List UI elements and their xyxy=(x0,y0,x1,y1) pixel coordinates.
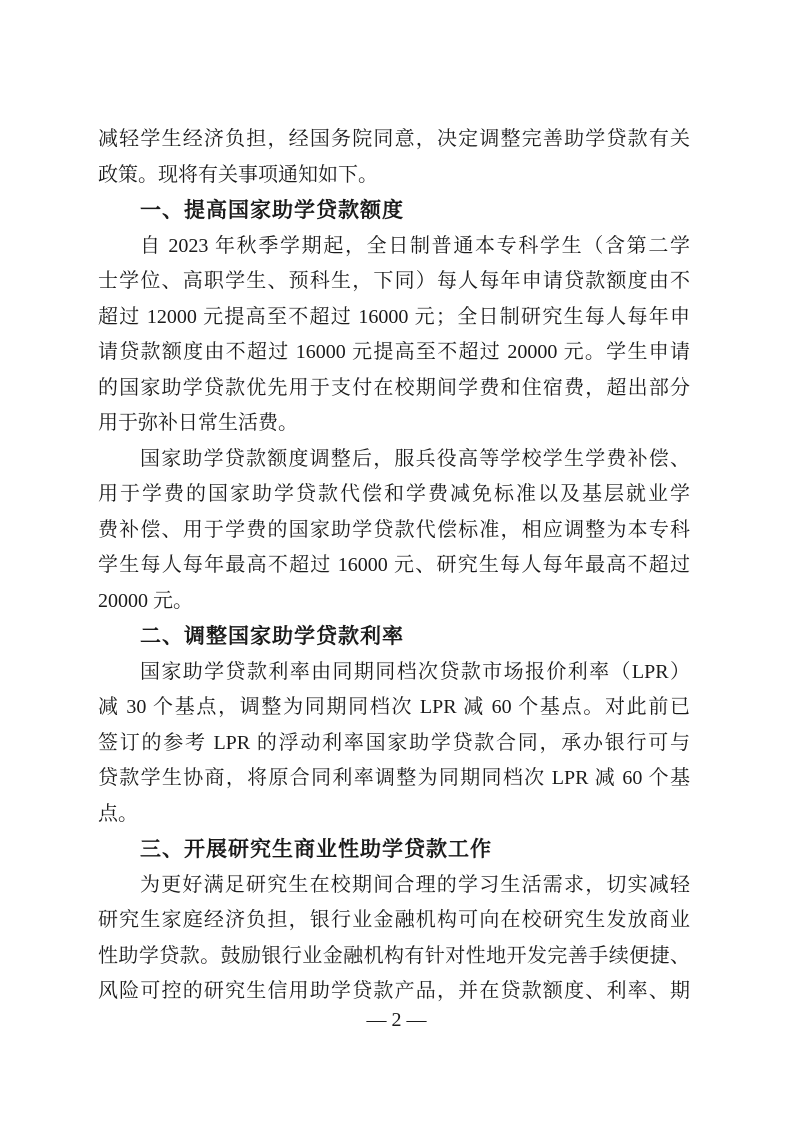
document-line: 签订的参考 LPR 的浮动利率国家助学贷款合同，承办银行可与 xyxy=(98,731,690,754)
section-heading: 一、提高国家助学贷款额度 xyxy=(140,199,404,222)
document-line: 请贷款额度由不超过 16000 元提高至不超过 20000 元。学生申请 xyxy=(98,341,690,363)
document-line: 风险可控的研究生信用助学贷款产品，并在贷款额度、利率、期 xyxy=(98,980,690,1002)
document-line: 自 2023 年秋季学期起，全日制普通本专科学生（含第二学 xyxy=(140,234,690,257)
document-line: 减 30 个基点，调整为同期同档次 LPR 减 60 个基点。对此前已 xyxy=(98,696,690,718)
document-line: 国家助学贷款利率由同期同档次贷款市场报价利率（LPR） xyxy=(140,660,690,683)
document-line: 为更好满足研究生在校期间合理的学习生活需求，切实减轻 xyxy=(140,873,690,896)
document-body xyxy=(98,122,690,1010)
document-line: 学生每人每年最高不超过 16000 元、研究生每人每年最高不超过 xyxy=(98,554,690,576)
document-line: 用于弥补日常生活费。 xyxy=(98,412,298,434)
document-line: 士学位、高职学生、预科生，下同）每人每年申请贷款额度由不 xyxy=(98,270,690,292)
document-line: 超过 12000 元提高至不超过 16000 元；全日制研究生每人每年申 xyxy=(98,305,690,328)
document-line: 研究生家庭经济负担，银行业金融机构可向在校研究生发放商业 xyxy=(98,909,690,931)
page-number: — 2 — xyxy=(366,1009,427,1031)
document-line: 点。 xyxy=(98,802,138,825)
document-line: 贷款学生协商，将原合同利率调整为同期同档次 LPR 减 60 个基 xyxy=(98,767,690,789)
section-heading: 三、开展研究生商业性助学贷款工作 xyxy=(140,838,492,861)
document-line: 国家助学贷款额度调整后，服兵役高等学校学生学费补偿、 xyxy=(140,447,690,470)
document-line: 费补偿、用于学费的国家助学贷款代偿标准，相应调整为本专科 xyxy=(98,518,690,541)
document-line: 性助学贷款。鼓励银行业金融机构有针对性地开发完善手续便捷、 xyxy=(98,944,690,967)
document-line: 的国家助学贷款优先用于支付在校期间学费和住宿费，超出部分 xyxy=(98,376,690,399)
document-line: 用于学费的国家助学贷款代偿和学费减免标准以及基层就业学 xyxy=(98,483,690,505)
document-line: 减轻学生经济负担，经国务院同意，决定调整完善助学贷款有关 xyxy=(98,128,690,150)
document-line: 20000 元。 xyxy=(98,589,193,612)
section-heading: 二、调整国家助学贷款利率 xyxy=(140,625,404,648)
document-line: 政策。现将有关事项通知如下。 xyxy=(98,163,378,186)
